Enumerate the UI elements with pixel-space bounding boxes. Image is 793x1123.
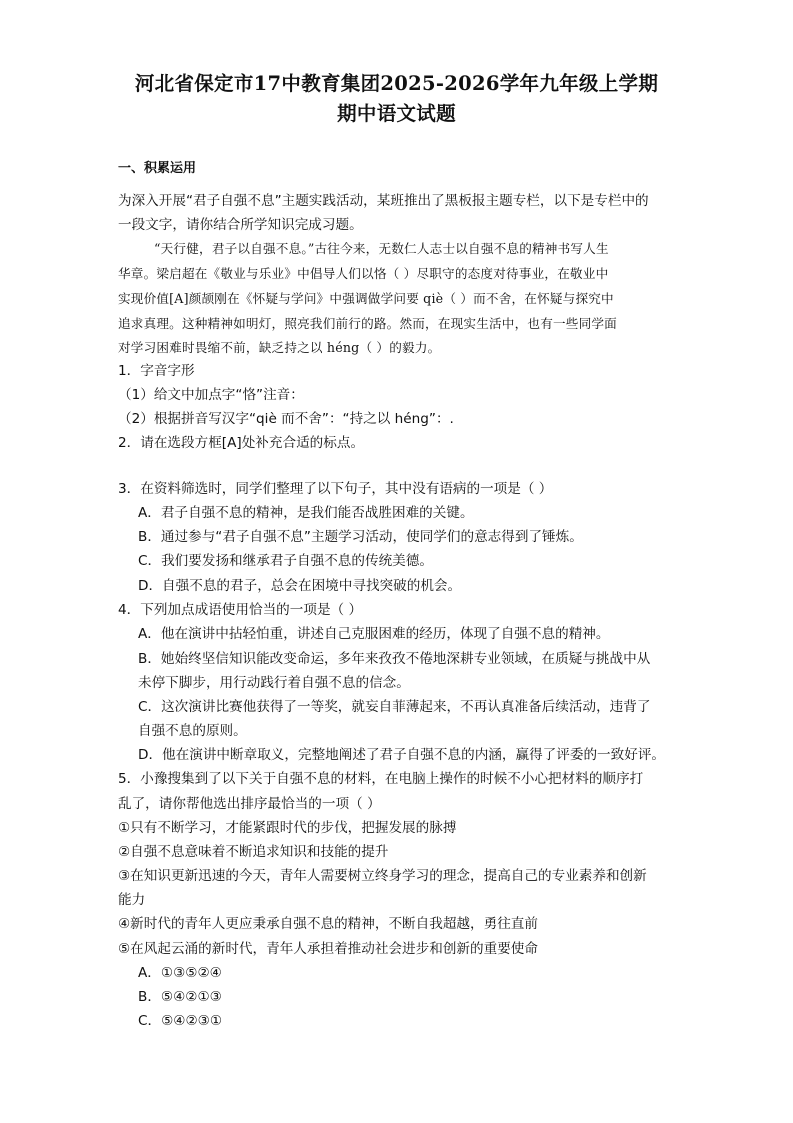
q5-option-c: C．⑤④②③① [138,1013,223,1029]
q5-item-5: ⑤在风起云涌的新时代，青年人承担着推动社会进步和创新的重要使命 [118,941,538,957]
q4-option-c-line1: C．这次演讲比赛他获得了一等奖，就妄自菲薄起来，不再认真准备后续活动，违背了 [138,699,651,715]
q5-stem-line1: 5．小豫搜集到了以下关于自强不息的材料，在电脑上操作的时候不小心把材料的顺序打 [118,771,644,787]
q4-option-b-line1: B．她始终坚信知识能改变命运，多年来孜孜不倦地深耕专业领域，在质疑与挑战中从 [138,651,651,667]
q3-option-d: D．自强不息的君子，总会在困境中寻找突破的机会。 [138,578,462,594]
intro-line-2: 一段文字，请你结合所学知识完成习题。 [118,217,363,233]
q3-option-a: A．君子自强不息的精神，是我们能否战胜困难的关键。 [138,505,474,521]
q1-stem: 1．字音字形 [118,363,195,379]
passage-line-4: 追求真理。这种精神如明灯，照亮我们前行的路。然而，在现实生活中，也有一些同学面 [118,316,617,331]
q5-option-b: B．⑤④②①③ [138,989,222,1005]
q3-stem: 3．在资料筛选时，同学们整理了以下句子，其中没有语病的一项是（ ） [118,481,553,497]
q5-item-3-line2: 能力 [118,892,146,908]
q5-item-2: ②自强不息意味着不断追求知识和技能的提升 [118,844,389,860]
q4-option-d: D．他在演讲中断章取义，完整地阐述了君子自强不息的内涵，赢得了评委的一致好评。 [138,747,666,763]
q3-option-b: B．通过参与“君子自强不息”主题学习活动，使同学们的意志得到了锤炼。 [138,529,583,545]
exam-title-line1: 河北省保定市17中教育集团2025-2026学年九年级上学期 [134,72,659,95]
exam-title-line2: 期中语文试题 [337,102,456,125]
q2-stem: 2．请在选段方框[A]处补充合适的标点。 [118,435,365,451]
q4-option-b-line2: 未停下脚步，用行动践行着自强不息的信念。 [138,675,410,691]
intro-line-1: 为深入开展“君子自强不息”主题实践活动，某班推出了黑板报主题专栏，以下是专栏中的 [118,193,649,209]
q5-item-3-line1: ③在知识更新迅速的今天，青年人需要树立终身学习的理念，提高自己的专业素养和创新 [118,868,647,884]
passage-line-5: 对学习困难时畏缩不前，缺乏持之以 héng（ ）的毅力。 [118,340,441,355]
q5-item-4: ④新时代的青年人更应秉承自强不息的精神，不断自我超越，勇往直前 [118,916,538,932]
section-heading: 一、积累运用 [118,161,197,176]
q4-option-a: A．他在演讲中拈轻怕重，讲述自己克服困难的经历，体现了自强不息的精神。 [138,626,610,642]
passage-line-3: 实现价值[A]颜颉刚在《怀疑与学问》中强调做学问要 qiè（ ）而不舍，在怀疑与探究中 [118,291,614,306]
q4-option-c-line2: 自强不息的原则。 [138,723,247,739]
q4-stem: 4．下列加点成语使用恰当的一项是（ ） [118,602,363,618]
passage-line-1: “天行健，君子以自强不息。”古往今来，无数仁人志士以自强不息的精神书写人生 [154,241,609,256]
q1-sub2: （2）根据拼音写汉字“qiè 而不舍”：“持之以 héng”：. [118,411,454,427]
passage-line-2: 华章。梁启超在《敬业与乐业》中倡导人们以恪（ ）尽职守的态度对待事业，在敬业中 [118,266,609,281]
q3-option-c: C．我们要发扬和继承君子自强不息的传统美德。 [138,553,433,569]
q5-stem-line2: 乱了，请你帮他选出排序最恰当的一项（ ） [118,796,381,812]
q1-sub1: （1）给文中加点字“恪”注音： [118,387,304,403]
q5-option-a: A．①③⑤②④ [138,965,222,981]
q5-item-1: ①只有不断学习，才能紧跟时代的步伐，把握发展的脉搏 [118,820,457,836]
